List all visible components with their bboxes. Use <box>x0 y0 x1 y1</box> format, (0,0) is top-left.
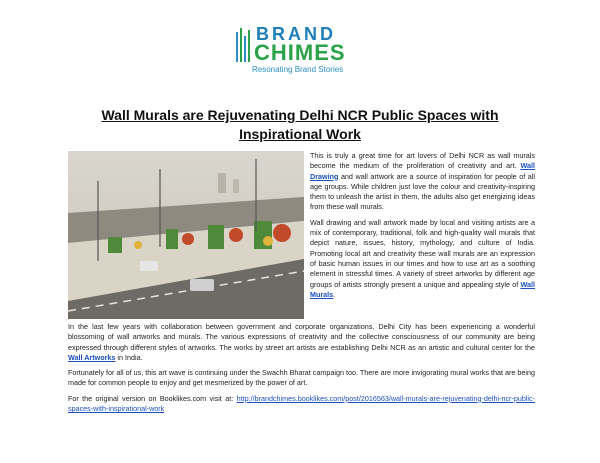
logo-chimes-text: CHIMES <box>254 40 346 65</box>
brand-logo <box>232 22 372 80</box>
mural-photo <box>68 151 304 319</box>
logo-brand-text: BRAND <box>256 24 336 44</box>
logo-tagline: Resonating Brand Stories <box>252 65 344 74</box>
article-text-right <box>310 151 535 305</box>
wall-murals-link[interactable]: Wall Murals <box>310 279 535 299</box>
paragraph-5: For the original version on Booklikes.com visit at: http://brandchimes.booklikes.com/post/2016563/wall-murals-are-rejuvenating-delhi-ncr-public-spaces-with-inspirational-work <box>68 393 536 414</box>
wall-drawing-link[interactable]: Wall Drawing <box>310 161 536 181</box>
paragraph-3: In the last few years with collaboration between government and corporate organizations, Delhi City has been experiencing a wonderful blossoming of wall artworks and murals. The various expressions of creativity and the collective consciousness of our community are being expressed through different styles of artworks. The works by street art artists are establishing Delhi NCR as an artistic and cultural center for the Wall Artworks in India. <box>68 322 535 362</box>
wall-artworks-link[interactable]: Wall Artworks <box>68 352 116 362</box>
paragraph-1: This is truly a great time for art lovers of Delhi NCR as wall murals become the medium of the proliferation of creativity and art. Wall Drawing and wall artwork are a source of inspiration for people of all age groups. While children just love the colour and creativity-inspiring them to unleash the artist in them, the adults also get energizing ideas from these wall murals. <box>310 151 536 212</box>
article-text-full <box>68 322 535 419</box>
paragraph-4: Fortunately for all of us, this art wave is continuing under the Swachh Bharat campaign too. There are more invigorating mural works that are being made for common people to enjoy and get mesmerized by the power of art. <box>68 368 535 388</box>
mural-street-image <box>68 151 304 319</box>
logo-bars-icon <box>236 28 252 62</box>
source-url-link[interactable]: http://brandchimes.booklikes.com/post/2016563/wall-murals-are-rejuvenating-delhi-ncr-public-spaces-with-inspirational-work <box>68 393 536 414</box>
article-title: Wall Murals are Rejuvenating Delhi NCR Public Spaces with Inspirational Work <box>101 107 499 142</box>
paragraph-2: Wall drawing and wall artwork made by local and visiting artists are a mix of contemporary, traditional, folk and high-quality wall murals that depict nature, issues, history, mythology, and culture of India. Promoting local art and creativity these wall murals are an expression of basic human issues in our times and how to use art as a soothing element in stressful times. A variety of street artworks by different age groups of artists strongly present a unique and appealing style of Wall Murals. <box>310 217 535 299</box>
